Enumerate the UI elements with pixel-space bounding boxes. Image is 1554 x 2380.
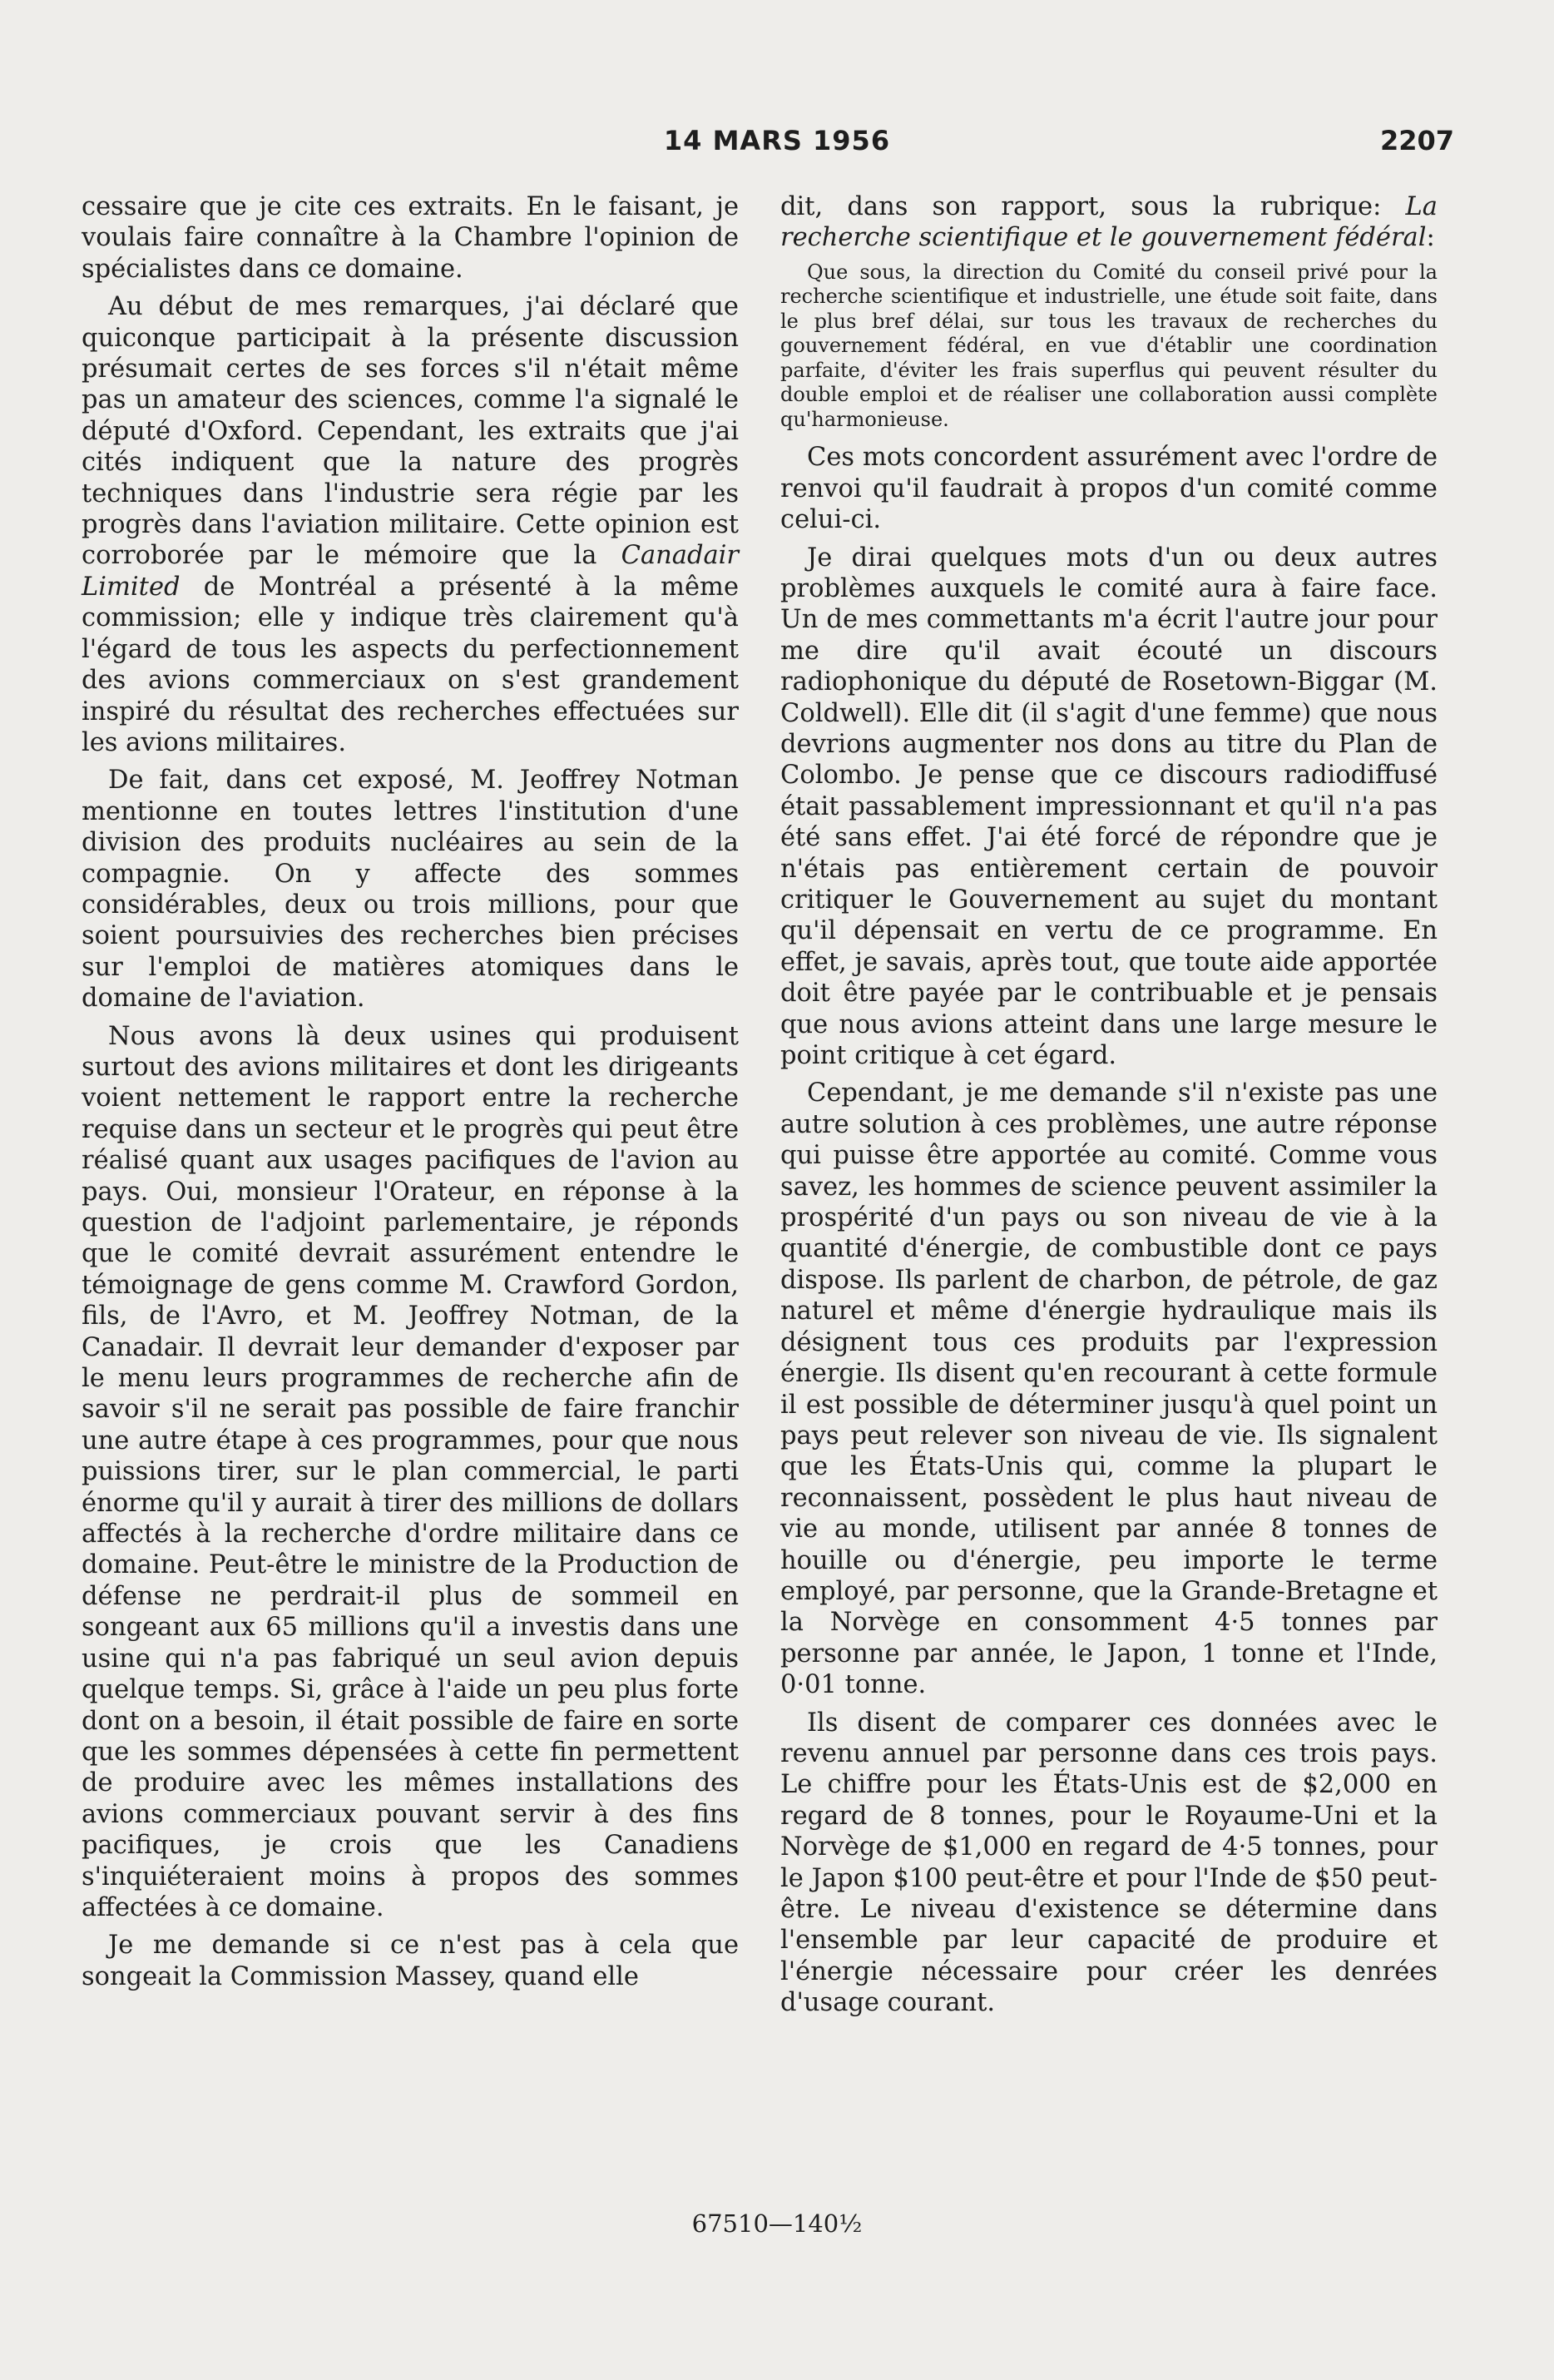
paragraph [780,191,1438,254]
printer-signature: 67510—140½ [691,2209,863,2238]
rubric-title: La recherche scientifique et le gouvernement fédéral [780,192,1438,253]
paragraph: Ils disent de comparer ces données avec le revenu annuel par personne dans ces trois pays. Le chiffre pour les États-Unis est de $2,000 en regard de 8 tonnes, pour le Royaume-Uni et la Norvège de $1,000 en regard de 4·5 tonnes, pour le Japon $100 peut-être et pour l'Inde de $50 peut-être. Le niveau d'existence se détermine dans l'ensemble par leur capacité de produire et l'énergie nécessaire pour créer les denrées d'usage courant. [780,1708,1438,2018]
block-quote: Que sous, la direction du Comité du conseil privé pour la recherche scientifique et industrielle, une étude soit faite, dans le plus bref délai, sur tous les travaux de recherches du gouvernement fédéral, en vue d'établir une coordination parfaite, d'éviter les frais superflus qui peuvent résulter du double emploi et de réaliser une collaboration aussi complète qu'harmonieuse. [780,260,1438,431]
paragraph-text: Au début de mes remarques, j'ai déclaré que quiconque participait à la présente discussion présumait certes de ses forces s'il n'était même pas un amateur des sciences, comme l'a signalé le député d'Oxford. Cependant, les extraits que j'ai cités indiquent que la nature des progrès techniques dans l'industrie sera régie par les progrès dans l'aviation militaire. Cette opinion est corroborée par le mémoire que la [82,292,739,571]
paragraph-text: de Montréal a présenté à la même commission; elle y indique très clairement qu'à l'égard de tous les aspects du perfectionnement des avions commerciaux on s'est grandement inspiré du résultat des recherches effectuées sur les avions militaires. [82,572,739,757]
paragraph: Je dirai quelques mots d'un ou deux autres problèmes auxquels le comité aura à faire face. Un de mes commettants m'a écrit l'autre jour pour me dire qu'il avait écouté un discours radiophonique du député de Rosetown-Biggar (M. Coldwell). Elle dit (il s'agit d'une femme) que nous devrions augmenter nos dons au titre du Plan de Colombo. Je pense que ce discours radiodiffusé était passablement impressionnant et qu'il n'a pas été sans effet. J'ai été forcé de répondre que je n'étais pas entièrement certain de pouvoir critiquer le Gouvernement au sujet du montant qu'il dépensait en vertu de ce programme. En effet, je savais, après tout, que toute aide apportée doit être payée par le contribuable et je pensais que nous avions atteint dans une large mesure le point critique à cet égard. [780,543,1438,1071]
company-name: Canadair Limited [82,541,739,602]
paragraph: Cependant, je me demande s'il n'existe pas une autre solution à ces problèmes, une autre réponse qui puisse être apportée au comité. Comme vous savez, les hommes de science peuvent assimiler la prospérité d'un pays ou son niveau de vie à la quantité d'énergie, de combustible dont ce pays dispose. Ils parlent de charbon, de pétrole, de gaz naturel et même d'énergie hydraulique mais ils désignent tous ces produits par l'expression énergie. Ils disent qu'en recourant à cette formule il est possible de déterminer jusqu'à quel point un pays peut relever son niveau de vie. Ils signalent que les États-Unis qui, comme la plupart le reconnaissent, possèdent le plus haut niveau de vie au monde, utilisent par année 8 tonnes de houille ou d'énergie, peu importe le terme employé, par personne, que la Grande-Bretagne et la Norvège en consomment 4·5 tonnes par personne par année, le Japon, 1 tonne et l'Inde, 0·01 tonne. [780,1078,1438,1700]
paragraph: cessaire que je cite ces extraits. En le faisant, je voulais faire connaître à la Chambre l'opinion de spécialistes dans ce domaine. [82,192,739,284]
paragraph-text: : [1426,223,1435,253]
paragraph-text: dit, dans son rapport, sous la rubrique: [780,192,1406,221]
page-date: 14 MARS 1956 [663,125,891,156]
paragraph: Nous avons là deux usines qui produisent surtout des avions militaires et dont les dirigeants voient nettement le rapport entre la recherche requise dans un secteur et le progrès qui peut être réalisé quant aux usages pacifiques de l'avion au pays. Oui, monsieur l'Orateur, en réponse à la question de l'adjoint parlementaire, je réponds que le comité devrait assurément entendre le témoignage de gens comme M. Crawford Gordon, fils, de l'Avro, et M. Jeoffrey Notman, de la Canadair. Il devrait leur demander d'exposer par le menu leurs programmes de recherche afin de savoir s'il ne serait pas possible de faire franchir une autre étape à ces programmes, pour que nous puissions tirer, sur le plan commercial, le parti énorme qu'il y aurait à tirer des millions de dollars affectés à la recherche d'ordre militaire dans ce domaine. Peut-être le ministre de la Production de défense ne perdrait-il plus de sommeil en songeant aux 65 millions qu'il a investis dans une usine qui n'a pas fabriqué un seul avion depuis quelque temps. Si, grâce à l'aide un peu plus forte dont on a besoin, il était possible de faire en sorte que les sommes dépensées à cette fin permettent de produire avec les mêmes installations des avions commerciaux pouvant servir à des fins pacifiques, je crois que les Canadiens s'inquiéteraient moins à propos des sommes affectées à ce domaine. [82,1021,739,1922]
page-number: 2207 [1379,125,1454,156]
right-column [780,191,1438,2025]
left-column [82,191,739,1999]
paragraph: De fait, dans cet exposé, M. Jeoffrey Notman mentionne en toutes lettres l'institution d'une division des produits nucléaires au sein de la compagnie. On y affecte des sommes considérables, deux ou trois millions, pour que soient poursuivies des recherches bien précises sur l'emploi de matières atomiques dans le domaine de l'aviation. [82,766,739,1014]
paragraph: Ces mots concordent assurément avec l'ordre de renvoi qu'il faudrait à propos d'un comité comme celui-ci. [780,443,1438,535]
paragraph [82,291,739,758]
paragraph: Je me demande si ce n'est pas à cela que songeait la Commission Massey, quand elle [82,1931,739,1991]
page-header [0,125,1554,175]
